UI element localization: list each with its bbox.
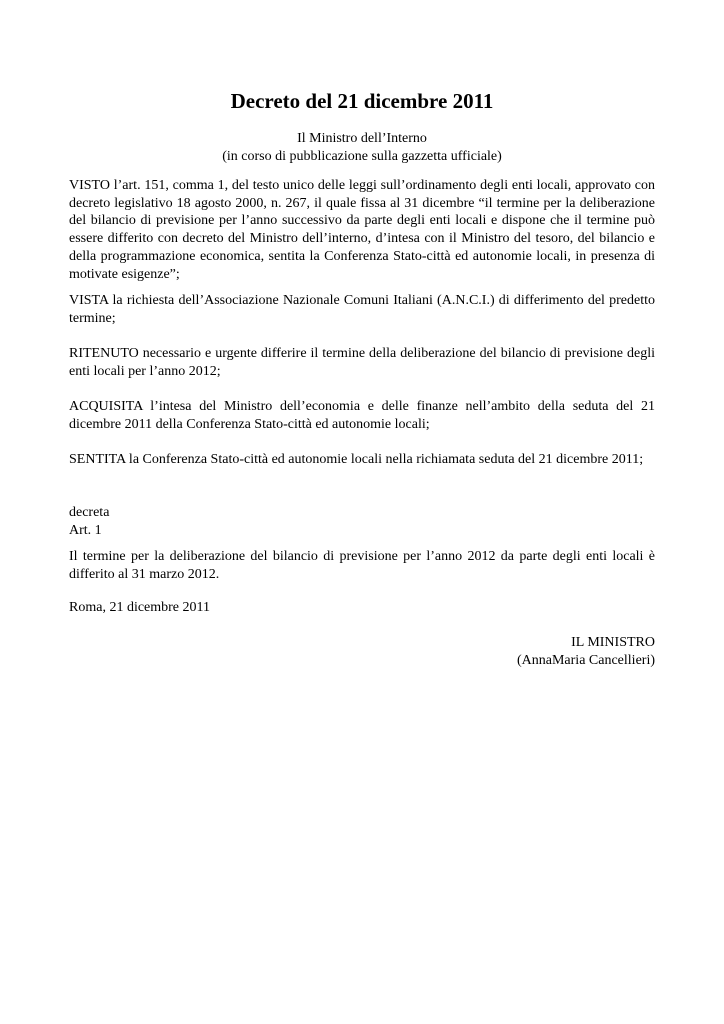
article-heading: Art. 1 [69,523,102,538]
paragraph-vista: VISTA la richiesta dell’Associazione Nazionale Comuni Italiani (A.N.C.I.) di differimento del predetto termine; [69,293,655,326]
article-text: Il termine per la deliberazione del bilancio di previsione per l’anno 2012 da parte degli enti locali è differito al 31 marzo 2012. [69,549,655,582]
signature-block [517,634,655,669]
publication-note: (in corso di pubblicazione sulla gazzetta ufficiale) [222,149,502,164]
document-title: Decreto del 21 dicembre 2011 [230,89,494,113]
paragraph-ritenuto: RITENUTO necessario e urgente differire il termine della deliberazione del bilancio di previsione degli enti locali per l’anno 2012; [69,346,655,379]
decreta-label: decreta [69,505,110,520]
signatory-title: IL MINISTRO [571,635,655,650]
paragraph-visto: VISTO l’art. 151, comma 1, del testo unico delle leggi sull’ordinamento degli enti locali, approvato con decreto legislativo 18 agosto 2000, n. 267, il quale fissa al 31 dicembre “il termine per la deliberazione del bilancio di previsione per l’anno successivo da parte degli enti locali e dispone che il termine può essere differito con decreto del Ministro dell’interno, d’intesa con il Ministro del tesoro, del bilancio e della programmazione economica, sentita la Conferenza Stato-città ed autonomie locali, in presenza di motivate esigenze”; [69,178,655,282]
paragraph-sentita: SENTITA la Conferenza Stato-città ed autonomie locali nella richiamata seduta del 21 dicembre 2011; [69,452,644,467]
signatory-name: (AnnaMaria Cancellieri) [517,652,655,668]
place-date: Roma, 21 dicembre 2011 [69,600,211,615]
paragraph-acquisita: ACQUISITA l’intesa del Ministro dell’economia e delle finanze nell’ambito della seduta del 21 dicembre 2011 della Conferenza Stato-città ed autonomie locali; [69,399,655,432]
issuer: Il Ministro dell’Interno [297,131,427,146]
